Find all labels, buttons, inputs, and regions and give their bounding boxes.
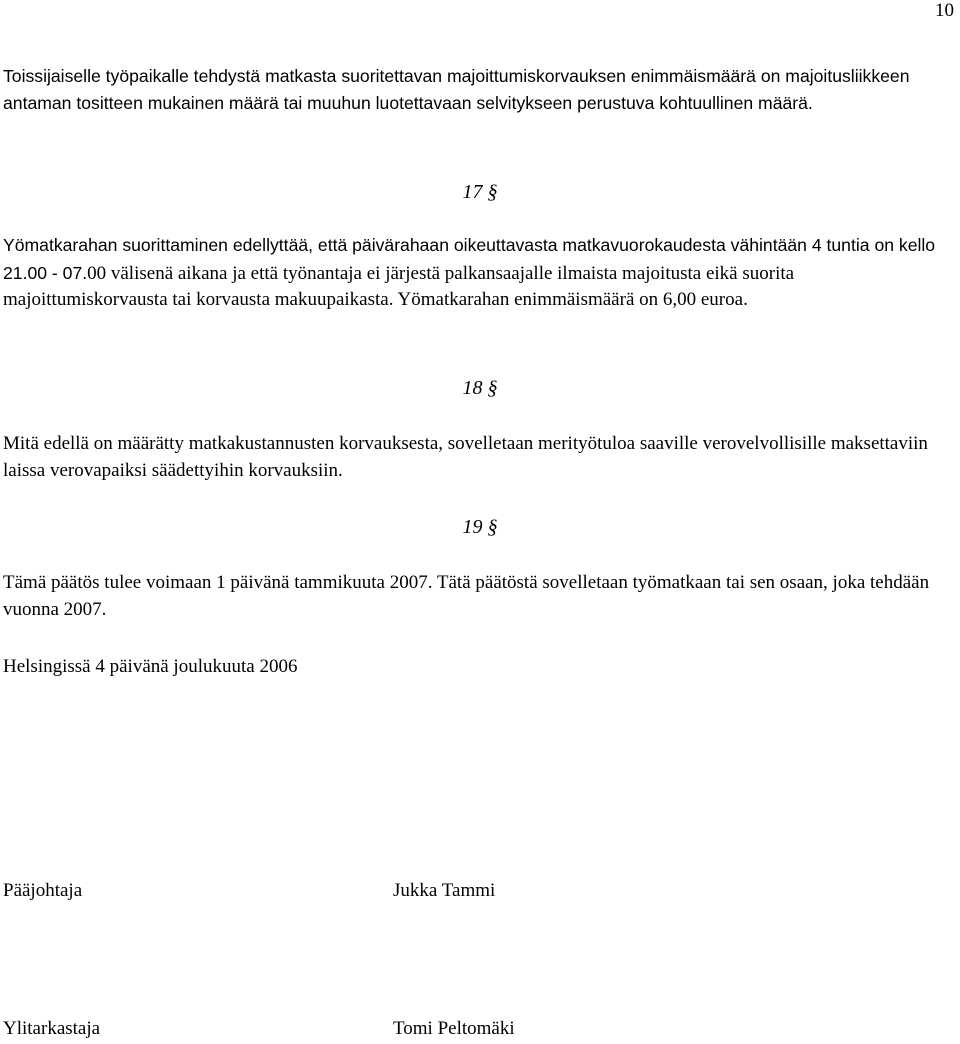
paragraph-majoittumiskorvaus: Toissijaiselle työpaikalle tehdystä matkasta suoritettavan majoittumiskorvauksen enimmäismäärä on majoitusliikkeen antaman tositteen mukainen määrä tai muuhun luotettavaan selvitykseen perustuva kohtuullinen määrä. bbox=[3, 66, 910, 113]
section-text-17 bbox=[3, 232, 955, 314]
section-text-17-part1: Yömatkarahan suorittaminen edellyttää, että päivärahaan oikeuttavasta matkavuorokaudesta vähintään 4 tuntia on kello 21.00 - 07. bbox=[3, 235, 936, 283]
signature-name-1: Jukka Tammi bbox=[393, 880, 496, 901]
place-date: Helsingissä 4 päivänä joulukuuta 2006 bbox=[3, 656, 298, 677]
section-heading-18: 18 § bbox=[462, 377, 498, 399]
section-text-18: Mitä edellä on määrätty matkakustannusten korvauksesta, sovelletaan merityötuloa saaville verovelvollisille maksettaviin laissa verovapaiksi säädettyihin korvauksiin. bbox=[3, 433, 928, 481]
signature-title-1: Pääjohtaja bbox=[3, 880, 83, 901]
section-heading-17: 17 § bbox=[462, 181, 498, 203]
page-number: 10 bbox=[935, 0, 954, 21]
section-heading-19: 19 § bbox=[462, 516, 498, 538]
section-text-17-part2: 00 välisenä aikana ja että työnantaja ei järjestä palkansaajalle ilmaista majoitusta eikä suorita majoittumiskorvausta tai korvausta makuupaikasta. Yömatkarahan enimmäismäärä on 6,00 euroa. bbox=[3, 262, 795, 310]
signature-title-2: Ylitarkastaja bbox=[3, 1018, 101, 1039]
section-text-19: Tämä päätös tulee voimaan 1 päivänä tammikuuta 2007. Tätä päätöstä sovelletaan työmatkaan tai sen osaan, joka tehdään vuonna 2007. bbox=[3, 572, 930, 620]
signature-name-2: Tomi Peltomäki bbox=[393, 1018, 515, 1039]
